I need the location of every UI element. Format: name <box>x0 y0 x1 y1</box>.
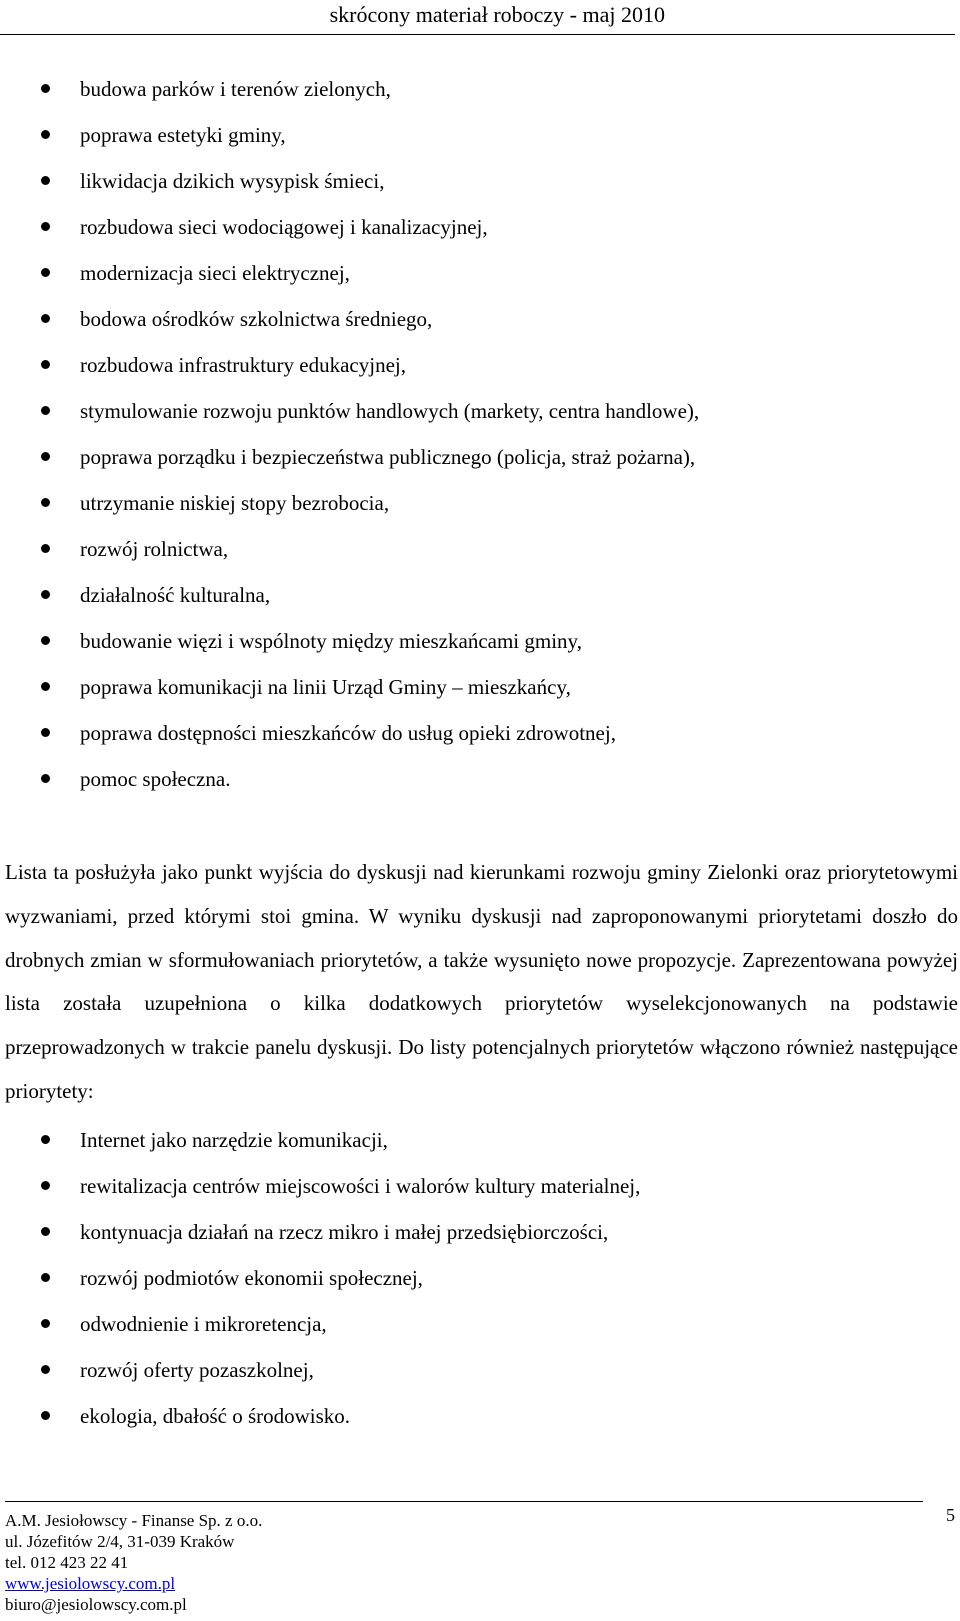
footer-divider <box>5 1501 923 1502</box>
list-item-text: budowa parków i terenów zielonych, <box>80 77 391 101</box>
bullet-icon <box>41 544 50 553</box>
bullet-icon <box>41 774 50 783</box>
bullet-icon <box>41 1273 50 1282</box>
bullet-icon <box>41 130 50 139</box>
list-item <box>0 161 960 207</box>
bullet-icon <box>41 222 50 231</box>
list-item-text: działalność kulturalna, <box>80 583 271 607</box>
bullet-icon <box>41 1365 50 1374</box>
list-item-text: poprawa estetyki gminy, <box>80 123 286 147</box>
list-item <box>0 667 960 713</box>
bullet-icon <box>41 1319 50 1328</box>
list-item-text: stymulowanie rozwoju punktów handlowych (markety, centra handlowe), <box>80 399 700 423</box>
bullet-icon <box>41 590 50 599</box>
bullet-icon <box>41 1227 50 1236</box>
list-item-text: rozwój rolnictwa, <box>80 537 229 561</box>
page-number: 5 <box>946 1505 955 1525</box>
bullet-icon <box>41 314 50 323</box>
list-item <box>0 1212 960 1258</box>
list-item <box>0 115 960 161</box>
list-item <box>0 1120 960 1166</box>
list-item <box>0 713 960 759</box>
bullet-icon <box>41 360 50 369</box>
list-item-text: poprawa porządku i bezpieczeństwa publicznego (policja, straż pożarna), <box>80 445 696 469</box>
bullet-icon <box>41 176 50 185</box>
footer-website-link[interactable]: www.jesiolowscy.com.pl <box>5 1574 176 1593</box>
page-footer <box>5 1510 262 1615</box>
priorities-list <box>0 69 960 805</box>
list-item <box>0 1396 960 1442</box>
list-item <box>0 207 960 253</box>
list-item-text: kontynuacja działań na rzecz mikro i małej przedsiębiorczości, <box>80 1220 609 1244</box>
list-item-text: odwodnienie i mikroretencja, <box>80 1312 327 1336</box>
body-paragraph: Lista ta posłużyła jako punkt wyjścia do dyskusji nad kierunkami rozwoju gminy Zielonki oraz priorytetowymi wyzwaniami, przed którymi stoi gmina. W wyniku dyskusji nad zaproponowanymi priorytetami doszło do drobnych zmian w sformułowaniach priorytetów, a także wysunięto nowe propozycje. Zaprezentowana powyżej lista została uzupełniona o kilka dodatkowych priorytetów wyselekcjonowanych na podstawie przeprowadzonych w trakcie panelu dyskusji. Do listy potencjalnych priorytetów włączono również następujące priorytety: <box>5 860 958 1103</box>
bullet-icon <box>41 682 50 691</box>
list-item <box>0 759 960 805</box>
list-item-text: rozwój podmiotów ekonomii społecznej, <box>80 1266 423 1290</box>
list-item-text: utrzymanie niskiej stopy bezrobocia, <box>80 491 390 515</box>
list-item <box>0 299 960 345</box>
list-item <box>0 1350 960 1396</box>
list-item-text: budowanie więzi i wspólnoty między mieszkańcami gminy, <box>80 629 582 653</box>
bullet-icon <box>41 1411 50 1420</box>
list-item-text: poprawa komunikacji na linii Urząd Gminy – mieszkańcy, <box>80 675 571 699</box>
list-item-text: rozbudowa sieci wodociągowej i kanalizacyjnej, <box>80 215 488 239</box>
additional-priorities-list <box>0 1120 960 1442</box>
list-item <box>0 529 960 575</box>
list-item-text: pomoc społeczna. <box>80 767 231 791</box>
list-item-text: bodowa ośrodków szkolnictwa średniego, <box>80 307 433 331</box>
list-item <box>0 391 960 437</box>
list-item-text: likwidacja dzikich wysypisk śmieci, <box>80 169 385 193</box>
list-item <box>0 345 960 391</box>
bullet-icon <box>41 268 50 277</box>
list-item <box>0 69 960 115</box>
list-item <box>0 621 960 667</box>
list-item <box>0 1304 960 1350</box>
bullet-icon <box>41 728 50 737</box>
bullet-icon <box>41 1135 50 1144</box>
bullet-icon <box>41 406 50 415</box>
list-item-text: Internet jako narzędzie komunikacji, <box>80 1128 388 1152</box>
page-header <box>0 0 955 35</box>
footer-phone: tel. 012 423 22 41 <box>5 1553 129 1572</box>
header-title: skrócony materiał roboczy - maj 2010 <box>329 2 665 27</box>
list-item <box>0 483 960 529</box>
bullet-icon <box>41 84 50 93</box>
bullet-icon <box>41 1181 50 1190</box>
list-item-text: rozbudowa infrastruktury edukacyjnej, <box>80 353 406 377</box>
list-item-text: poprawa dostępności mieszkańców do usług opieki zdrowotnej, <box>80 721 616 745</box>
list-item-text: rozwój oferty pozaszkolnej, <box>80 1358 314 1382</box>
list-item <box>0 253 960 299</box>
bullet-icon <box>41 498 50 507</box>
list-item-text: modernizacja sieci elektrycznej, <box>80 261 350 285</box>
list-item <box>0 437 960 483</box>
list-item-text: rewitalizacja centrów miejscowości i walorów kultury materialnej, <box>80 1174 641 1198</box>
list-item <box>0 1258 960 1304</box>
bullet-icon <box>41 636 50 645</box>
bullet-icon <box>41 452 50 461</box>
footer-email: biuro@jesiolowscy.com.pl <box>5 1595 187 1614</box>
list-item <box>0 575 960 621</box>
footer-company: A.M. Jesiołowscy - Finanse Sp. z o.o. <box>5 1511 263 1530</box>
list-item <box>0 1166 960 1212</box>
footer-address: ul. Józefitów 2/4, 31-039 Kraków <box>5 1532 235 1551</box>
list-item-text: ekologia, dbałość o środowisko. <box>80 1404 351 1428</box>
